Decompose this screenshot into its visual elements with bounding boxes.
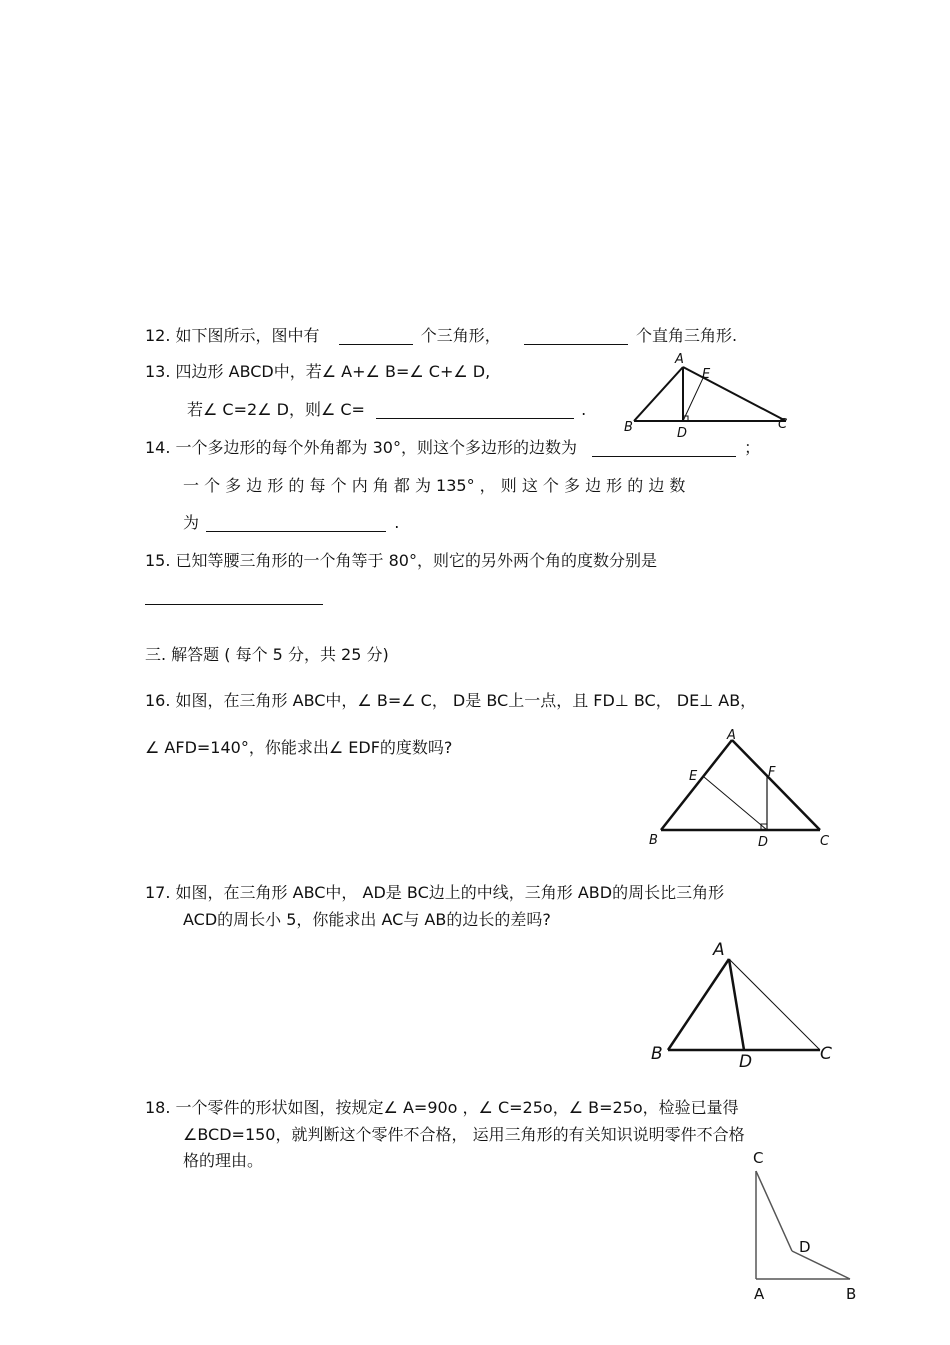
fig18-label-B: B bbox=[846, 1285, 857, 1303]
q12-text-c: 个直角三角形. bbox=[635, 326, 738, 345]
fig18-label-A: A bbox=[754, 1285, 765, 1303]
fig13-label-A: A bbox=[675, 352, 684, 367]
fig17-line-AB bbox=[668, 959, 729, 1050]
q15-line-1 bbox=[145, 551, 657, 571]
fig18-line-CD bbox=[756, 1171, 792, 1251]
fig16-label-E: E bbox=[689, 769, 698, 784]
q12-blank-2[interactable] bbox=[524, 328, 628, 345]
fig13-label-B: B bbox=[624, 420, 633, 435]
fig18-label-D: D bbox=[799, 1238, 811, 1256]
fig13-label-C: C bbox=[778, 417, 788, 432]
q15-blank[interactable] bbox=[145, 604, 323, 605]
q17-text-1: 17. 如图，在三角形 ABC中， AD是 BC边上的中线，三角形 ABD的周长比三角形 bbox=[145, 883, 725, 902]
fig18-label-C: C bbox=[753, 1149, 764, 1167]
fig13-line-DE bbox=[683, 376, 704, 421]
q18-line-2 bbox=[183, 1125, 745, 1145]
q17-text-2: ACD的周长小 5，你能求出 AC与 AB的边长的差吗? bbox=[183, 910, 551, 929]
q16-text-1: 16. 如图，在三角形 ABC中，∠ B=∠ C， D是 BC上一点，且 FD⊥ BC， DE⊥ AB， bbox=[145, 691, 757, 710]
figure-q16 bbox=[645, 725, 835, 850]
fig17-label-D: D bbox=[739, 1052, 753, 1072]
fig17-label-C: C bbox=[820, 1044, 832, 1064]
fig17-label-B: B bbox=[651, 1044, 663, 1064]
q13-text-1: 13. 四边形 ABCD中，若∠ A+∠ B=∠ C+∠ D, bbox=[145, 362, 491, 381]
q16-line-2 bbox=[145, 738, 452, 758]
q13-blank[interactable] bbox=[376, 402, 574, 419]
fig17-line-AD bbox=[729, 959, 744, 1050]
fig16-label-A: A bbox=[727, 728, 736, 743]
q14-blank-2[interactable] bbox=[206, 515, 386, 532]
q18-text-1: 18. 一个零件的形状如图，按规定∠ A=90o ，∠ C=25o，∠ B=25o，检验已量得 bbox=[145, 1098, 739, 1117]
q12-blank-1[interactable] bbox=[339, 328, 413, 345]
fig13-label-E: E bbox=[702, 367, 711, 382]
fig16-line-AC bbox=[732, 740, 820, 830]
fig13-line-AC bbox=[683, 367, 786, 421]
q18-line-1 bbox=[145, 1098, 739, 1118]
fig17-label-A: A bbox=[713, 940, 725, 960]
q14-text-3a: 为 bbox=[183, 513, 200, 532]
q12-text-b: 个三角形， bbox=[420, 326, 501, 345]
fig16-label-D: D bbox=[758, 835, 769, 850]
q17-line-1 bbox=[145, 883, 724, 903]
q14-text-2: 一 个 多 边 形 的 每 个 内 角 都 为 135° ， 则 这 个 多 边 形 的 边 数 bbox=[183, 476, 686, 495]
q16-text-2: ∠ AFD=140°，你能求出∠ EDF的度数吗? bbox=[145, 738, 453, 757]
fig13-line-AB bbox=[634, 367, 683, 421]
q15-text-1: 15. 已知等腰三角形的一个角等于 80°，则它的另外两个角的度数分别是 bbox=[145, 551, 657, 570]
fig16-line-AB bbox=[661, 740, 732, 830]
q18-line-3 bbox=[183, 1151, 263, 1171]
q14-line-1 bbox=[145, 438, 760, 458]
fig16-label-B: B bbox=[649, 833, 658, 848]
q14-text-3b: . bbox=[394, 513, 400, 532]
section3-heading bbox=[145, 645, 389, 665]
figure-q18 bbox=[745, 1148, 865, 1308]
q14-text-1b: ； bbox=[744, 438, 761, 457]
fig13-label-D: D bbox=[677, 426, 688, 441]
q14-text-1a: 14. 一个多边形的每个外角都为 30°，则这个多边形的边数为 bbox=[145, 438, 577, 457]
section3-text: 三. 解答题 ( 每个 5 分，共 25 分) bbox=[145, 645, 389, 664]
q16-line-1 bbox=[145, 691, 756, 711]
figure-q13 bbox=[620, 350, 790, 440]
q14-line-3 bbox=[183, 513, 399, 533]
q18-text-3: 格的理由。 bbox=[183, 1151, 264, 1170]
q13-text-2b: . bbox=[581, 400, 587, 419]
q14-blank-1[interactable] bbox=[592, 440, 736, 457]
q13-text-2a: 若∠ C=2∠ D，则∠ C= bbox=[187, 400, 365, 419]
fig16-line-DE bbox=[704, 777, 767, 830]
q13-line-1 bbox=[145, 362, 490, 382]
q14-line-2 bbox=[183, 476, 685, 496]
q13-line-2 bbox=[187, 400, 586, 420]
fig16-label-F: F bbox=[768, 765, 776, 780]
q18-text-2: ∠BCD=150，就判断这个零件不合格， 运用三角形的有关知识说明零件不合格 bbox=[183, 1125, 745, 1144]
q12-text-a: 12. 如下图所示，图中有 bbox=[145, 326, 320, 345]
fig16-label-C: C bbox=[820, 834, 830, 849]
q17-line-2 bbox=[183, 910, 551, 930]
figure-q17 bbox=[645, 935, 845, 1070]
q12-line bbox=[145, 326, 737, 346]
